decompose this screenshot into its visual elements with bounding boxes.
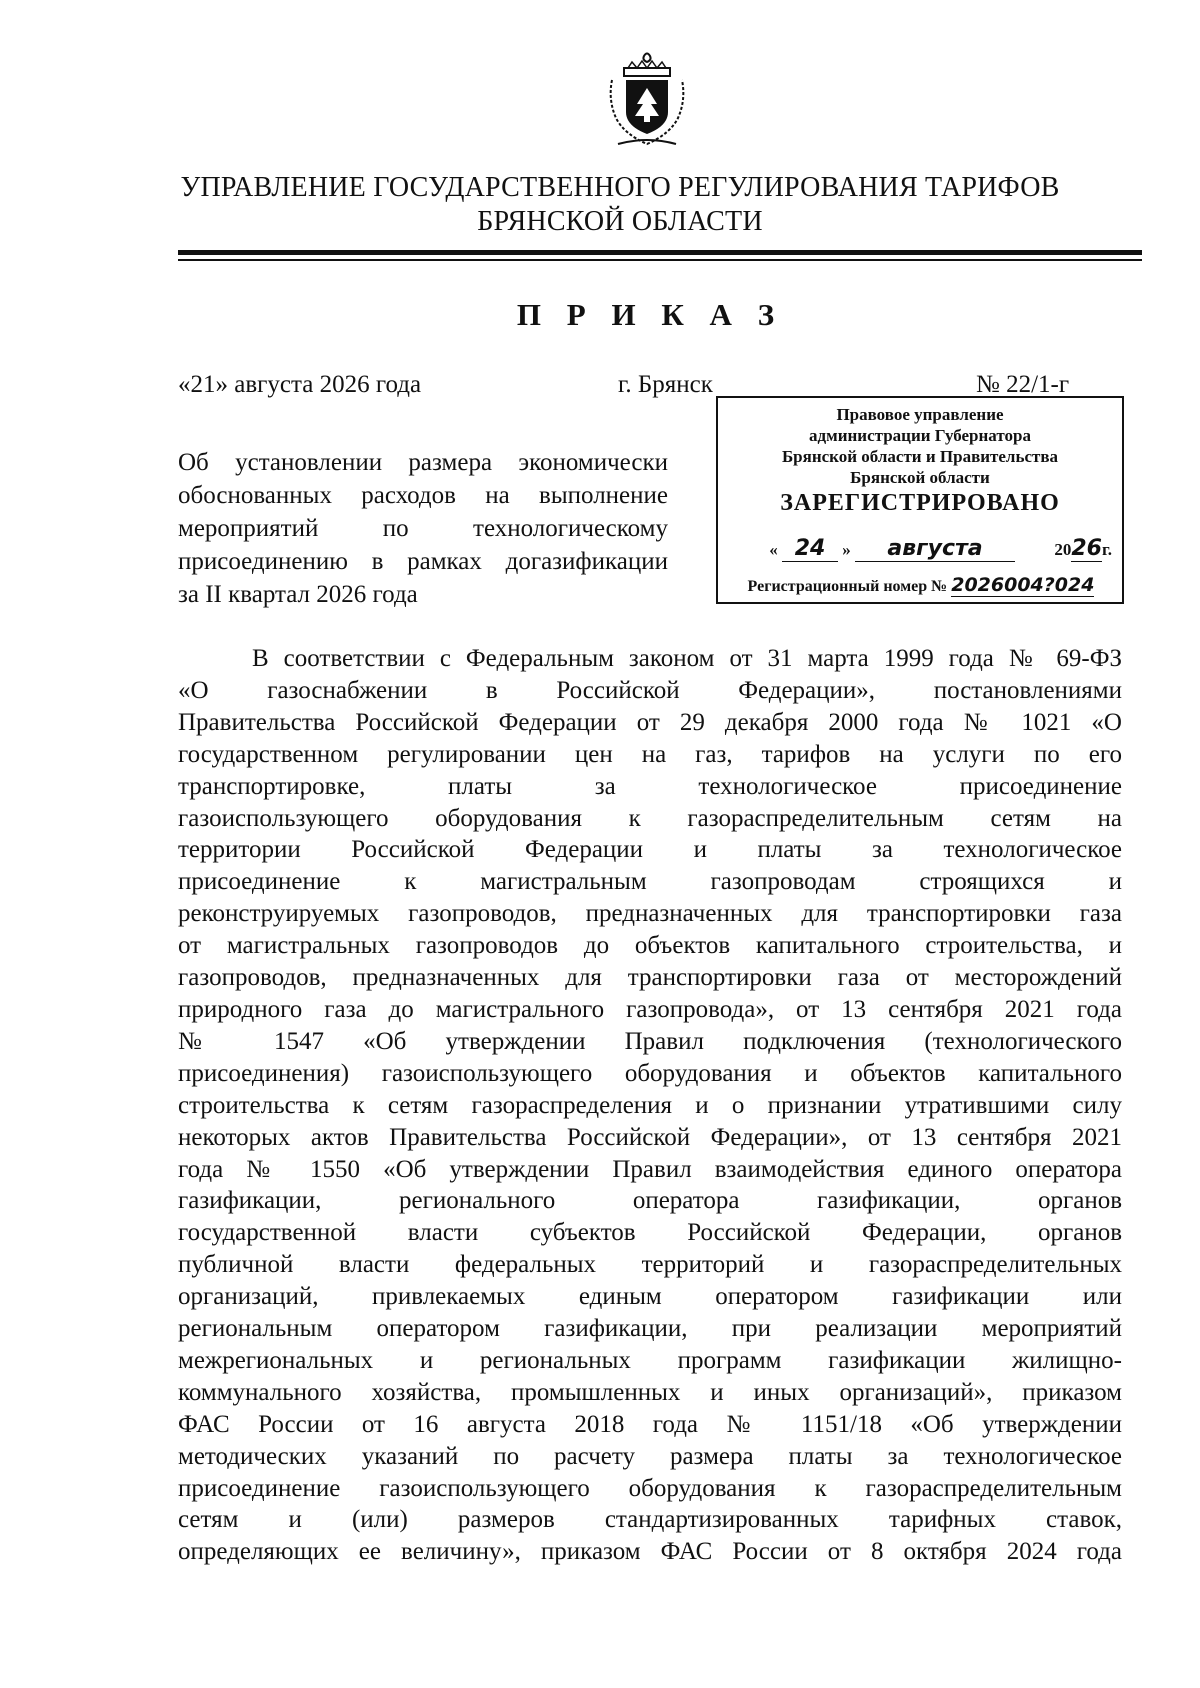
stamp-registration-number: 2026004?024	[951, 574, 1095, 596]
body-line: сетям и (или) размеров стандартизированных тарифных ставок,	[178, 1506, 1122, 1534]
body-line: территории Российской Федерации и платы за технологическое	[178, 836, 1122, 864]
body-line: № 1547 «Об утверждении Правил подключения (технологического	[178, 1027, 1122, 1055]
body-line: методических указаний по расчету размера платы за технологическое	[178, 1442, 1122, 1470]
body-line: газификации, регионального оператора газификации, органов	[178, 1187, 1122, 1215]
body-line: публичной власти федеральных территорий и газораспределительных	[178, 1251, 1122, 1279]
body-line: природного газа до магистрального газопровода», от 13 сентября 2021 года	[178, 995, 1122, 1023]
stamp-date-row	[730, 536, 1112, 562]
registration-stamp	[716, 396, 1124, 604]
body-line: присоединение к магистральным газопроводам строящихся и	[178, 868, 1122, 896]
body-line: межрегиональных и региональных программ газификации жилищно-	[178, 1346, 1122, 1374]
header-divider-thin	[178, 259, 1142, 261]
body-line: от магистральных газопроводов до объектов капитального строительства, и	[178, 932, 1122, 960]
body-line: газоиспользующего оборудования к газораспределительным сетям на	[178, 804, 1122, 832]
subject-line: присоединению в рамках догазификации	[178, 548, 668, 575]
body-line: года № 1550 «Об утверждении Правил взаимодействия единого оператора	[178, 1155, 1122, 1183]
body-line: коммунального хозяйства, промышленных и иных организаций», приказом	[178, 1378, 1122, 1406]
body-line: Правительства Российской Федерации от 29 декабря 2000 года № 1021 «О	[178, 708, 1122, 736]
body-line: газопроводов, предназначенных для транспортировки газа от месторождений	[178, 964, 1122, 992]
order-city: г. Брянск	[618, 371, 713, 398]
body-line: реконструируемых газопроводов, предназначенных для транспортировки газа	[178, 900, 1122, 928]
subject-line: обоснованных расходов на выполнение	[178, 482, 668, 509]
body-line: строительства к сетям газораспределения и о признании утратившими силу	[178, 1091, 1122, 1119]
stamp-line: Брянской области и Правительства	[781, 447, 1059, 466]
body-line: государственной власти субъектов Российской Федерации, органов	[178, 1219, 1122, 1247]
body-line: некоторых актов Правительства Российской Федерации», от 13 сентября 2021	[178, 1123, 1122, 1151]
stamp-registration-row	[730, 574, 1112, 597]
order-subject	[178, 446, 668, 611]
body-line: транспортировке, платы за технологическое присоединение	[178, 772, 1122, 800]
document-title: П Р И К А З	[516, 297, 784, 332]
body-line: В соответствии с Федеральным законом от 31 марта 1999 года № 69-ФЗ	[252, 645, 1122, 672]
body-line: региональным оператором газификации, при реализации мероприятий	[178, 1315, 1122, 1343]
body-line: государственном регулировании цен на газ, тарифов на услуги по его	[178, 740, 1122, 768]
stamp-line: Брянской области	[850, 468, 990, 487]
organization-name-line2: БРЯНСКОЙ ОБЛАСТИ	[477, 206, 763, 237]
stamp-date-close-quote: »	[842, 540, 851, 559]
body-line: определяющих ее величину», приказом ФАС России от 8 октября 2024 года	[178, 1538, 1122, 1566]
stamp-line: администрации Губернатора	[809, 426, 1031, 445]
coat-of-arms-icon	[604, 50, 690, 150]
subject-line: Об установлении размера экономически	[178, 449, 668, 476]
body-line: присоединение газоиспользующего оборудования к газораспределительным	[178, 1474, 1122, 1502]
body-line: «О газоснабжении в Российской Федерации», постановлениями	[178, 676, 1122, 704]
stamp-date-year-prefix: 20	[1054, 540, 1072, 559]
organization-name-line1: УПРАВЛЕНИЕ ГОСУДАРСТВЕННОГО РЕГУЛИРОВАНИЯ ТАРИФОВ	[180, 172, 1060, 203]
header-divider-thick	[178, 250, 1142, 255]
stamp-date-day: 24	[782, 536, 838, 562]
stamp-date-month: августа	[855, 536, 1015, 562]
stamp-date-year-suffix: 26	[1071, 536, 1102, 561]
stamp-registration-label: Регистрационный номер №	[747, 578, 948, 595]
body-line: присоединения) газоиспользующего оборудования и объектов капитального	[178, 1059, 1122, 1087]
subject-line: за II квартал 2026 года	[178, 581, 418, 608]
stamp-line: Правовое управление	[836, 405, 1004, 424]
order-body	[178, 643, 1122, 1568]
stamp-status: ЗАРЕГИСТРИРОВАНО	[780, 490, 1060, 516]
body-line: организаций, привлекаемых единым оператором газификации или	[178, 1283, 1122, 1311]
body-line: ФАС России от 16 августа 2018 года № 1151/18 «Об утверждении	[178, 1410, 1122, 1438]
stamp-date-year-end: г.	[1101, 540, 1112, 559]
order-number: № 22/1-г	[976, 371, 1070, 398]
stamp-date-open-quote: «	[769, 540, 778, 559]
order-date: «21» августа 2026 года	[178, 371, 422, 398]
subject-line: мероприятий по технологическому	[178, 515, 668, 542]
